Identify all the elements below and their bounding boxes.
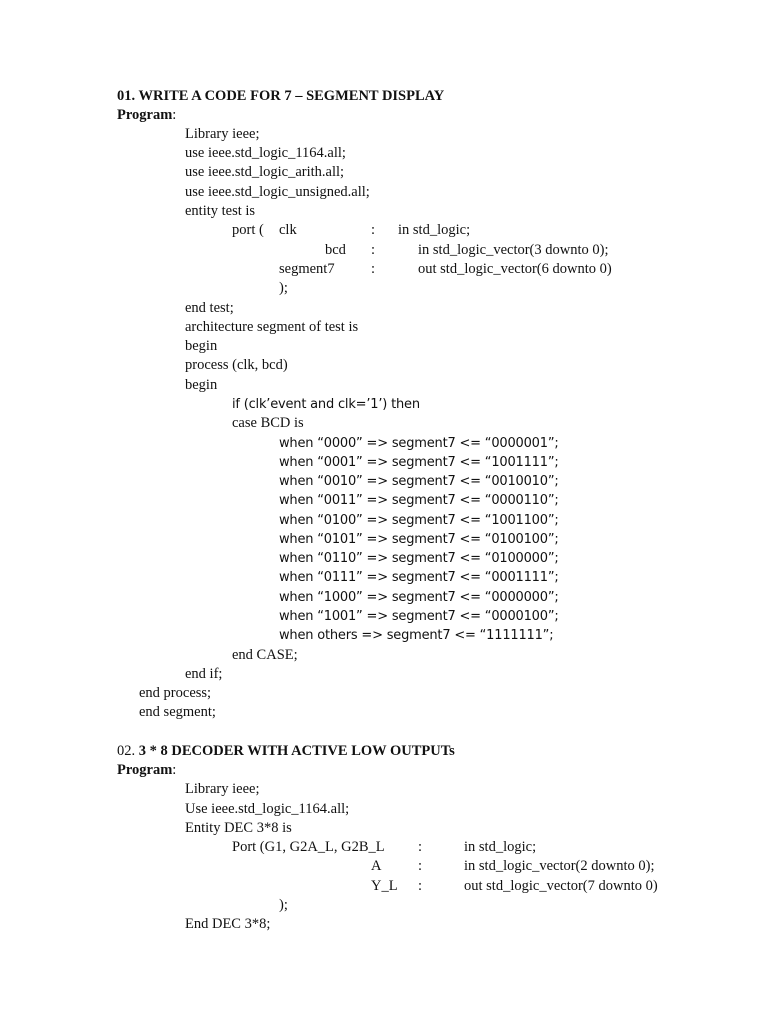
code-port-clk-colon: : (371, 222, 376, 238)
code-port-close: ); (279, 280, 288, 296)
code-port-bcd-name: bcd (325, 242, 346, 258)
program-label-text: Program (117, 107, 173, 123)
code-line-entity: entity test is (185, 203, 256, 219)
code-line-if: if (clk’event and clk=’1’) then (232, 397, 420, 412)
code-port-y-type: out std_logic_vector(7 downto 0) (464, 878, 658, 894)
code-line-begin1: begin (185, 338, 218, 354)
code-port-clk-name: clk (279, 222, 297, 238)
code-line-use1: use ieee.std_logic_1164.all; (185, 145, 346, 161)
code-line-use1: Use ieee.std_logic_1164.all; (185, 801, 350, 817)
code-line-end-segment: end segment; (139, 704, 216, 720)
code-port-g-type: in std_logic; (464, 839, 537, 855)
code-port-y-colon: : (418, 878, 423, 894)
code-port-g-colon: : (418, 839, 423, 855)
code-port-bcd-type: in std_logic_vector(3 downto 0); (418, 242, 609, 258)
code-line-end-test: end test; (185, 300, 234, 316)
program-label-text: Program (117, 762, 173, 778)
code-port-keyword: port ( (232, 222, 264, 238)
section2-program-label (117, 761, 176, 780)
code-port-a-type: in std_logic_vector(2 downto 0); (464, 858, 655, 874)
code-port-a-colon: : (418, 858, 423, 874)
code-line-use3: use ieee.std_logic_unsigned.all; (185, 184, 370, 200)
code-port-clk-type: in std_logic; (398, 222, 471, 238)
code-port-seg-colon: : (371, 261, 376, 277)
code-line-end-if: end if; (185, 666, 223, 682)
code-line-library: Library ieee; (185, 126, 260, 142)
code-line-end-dec: End DEC 3*8; (185, 916, 271, 932)
code-when-line: when others => segment7 <= “1111111”; (279, 628, 554, 643)
code-line-process: process (clk, bcd) (185, 357, 288, 373)
code-port-y-name: Y_L (371, 878, 398, 894)
section2-title-text: 3 * 8 DECODER WITH ACTIVE LOW OUTPUTs (138, 743, 455, 759)
section1-program-label (117, 106, 176, 125)
code-when-line: when “0000” => segment7 <= “0000001”; (279, 436, 559, 451)
code-line-architecture: architecture segment of test is (185, 319, 359, 335)
code-line-library: Library ieee; (185, 781, 260, 797)
section2-title (117, 742, 455, 761)
section1-title: 01. WRITE A CODE FOR 7 – SEGMENT DISPLAY (117, 88, 445, 104)
code-port-seg-name: segment7 (279, 261, 335, 277)
code-port-close: ); (279, 897, 288, 913)
program-colon: : (172, 762, 177, 778)
code-when-line: when “1000” => segment7 <= “0000000”; (279, 590, 559, 605)
section2-title-number: 02. (117, 743, 136, 759)
code-when-line: when “1001” => segment7 <= “0000100”; (279, 609, 559, 624)
code-when-line: when “0100” => segment7 <= “1001100”; (279, 513, 559, 528)
code-line-entity: Entity DEC 3*8 is (185, 820, 292, 836)
code-port-a-name: A (371, 858, 382, 874)
code-port-seg-type: out std_logic_vector(6 downto 0) (418, 261, 612, 277)
program-colon: : (172, 107, 177, 123)
code-port-bcd-colon: : (371, 242, 376, 258)
code-when-line: when “0101” => segment7 <= “0100100”; (279, 532, 559, 547)
code-line-begin2: begin (185, 377, 218, 393)
code-when-line: when “0011” => segment7 <= “0000110”; (279, 493, 559, 508)
code-line-case: case BCD is (232, 415, 304, 431)
code-when-line: when “0010” => segment7 <= “0010010”; (279, 474, 559, 489)
code-when-line: when “0001” => segment7 <= “1001111”; (279, 455, 559, 470)
code-port-g-names: Port (G1, G2A_L, G2B_L (232, 839, 385, 855)
code-line-end-case: end CASE; (232, 647, 298, 663)
code-when-line: when “0111” => segment7 <= “0001111”; (279, 570, 559, 585)
code-line-use2: use ieee.std_logic_arith.all; (185, 164, 345, 180)
code-when-line: when “0110” => segment7 <= “0100000”; (279, 551, 559, 566)
code-line-end-process: end process; (139, 685, 212, 701)
